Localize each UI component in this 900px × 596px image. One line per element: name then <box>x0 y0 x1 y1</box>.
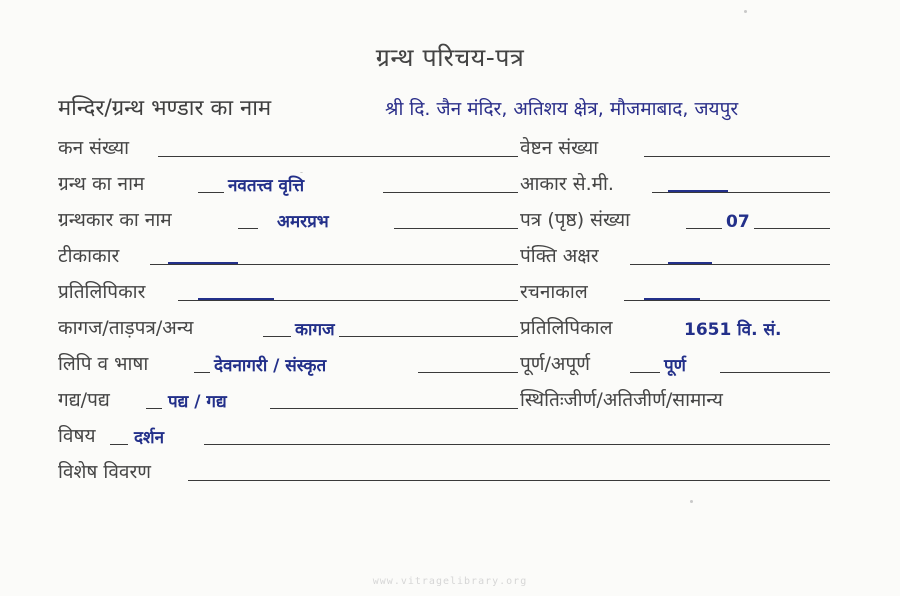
blank-dash <box>668 190 728 192</box>
fill-line <box>624 300 830 301</box>
fill-line <box>110 444 128 445</box>
fill-line <box>238 228 258 229</box>
temple-library-value: श्री दि. जैन मंदिर, अतिशय क्षेत्र, मौजमाबाद, जयपुर <box>385 98 739 120</box>
field-aakar <box>520 172 830 202</box>
field-label: विषय <box>58 422 98 448</box>
fill-line <box>644 156 830 157</box>
field-gadya-padya <box>58 388 518 418</box>
field-vishay <box>58 424 830 454</box>
field-label: आकार से.मी. <box>520 170 616 196</box>
field-label: पत्र (पृष्ठ) संख्या <box>520 206 632 232</box>
field-label: टीकाकार <box>58 242 121 268</box>
blank-dash <box>644 298 700 300</box>
field-label: कन संख्या <box>58 134 131 160</box>
fill-line <box>146 408 162 409</box>
field-value: 07 <box>722 212 754 232</box>
field-value: देवनागरी / संस्कृत <box>210 353 330 376</box>
field-label: पंक्ति अक्षर <box>520 242 601 268</box>
field-value: कागज <box>291 317 339 340</box>
field-pratilipikal <box>520 316 830 346</box>
field-label: विशेष विवरण <box>58 458 153 484</box>
field-value: दर्शन <box>130 425 168 448</box>
fill-line <box>418 372 518 373</box>
field-label: प्रतिलिपिकार <box>58 278 147 304</box>
paper-speck <box>744 10 747 13</box>
field-pankti-akshar <box>520 244 830 274</box>
field-value: नवतत्त्व वृत्ति <box>224 173 308 196</box>
field-label: ग्रन्थ का नाम <box>58 170 146 196</box>
fill-line <box>383 192 518 193</box>
paper-speck <box>690 500 693 503</box>
fill-line <box>150 264 518 265</box>
field-value: पद्य / गद्य <box>164 389 231 412</box>
blank-dash <box>668 262 712 264</box>
field-label: पूर्ण/अपूर्ण <box>520 350 592 376</box>
field-granthkar-naam <box>58 208 518 238</box>
blank-dash <box>168 262 238 264</box>
fill-line <box>686 228 830 229</box>
field-poorn-apoorn <box>520 352 830 382</box>
field-kan-sankhya <box>58 136 518 166</box>
fill-line <box>158 156 518 157</box>
field-label: ग्रन्थकार का नाम <box>58 206 174 232</box>
fill-line <box>270 408 518 409</box>
fill-line <box>178 300 518 301</box>
field-value: 1651 वि. सं. <box>680 317 785 340</box>
field-rachnakal <box>520 280 830 310</box>
temple-library-row <box>58 92 888 122</box>
field-pratilipikar <box>58 280 518 310</box>
fill-line <box>652 192 830 193</box>
field-label: रचनाकाल <box>520 278 590 304</box>
field-lipi-bhasha <box>58 352 518 382</box>
field-value: पूर्ण <box>660 353 690 376</box>
document-title: ग्रन्थ परिचय-पत्र <box>375 43 525 72</box>
field-sthiti <box>520 388 830 418</box>
field-kagaj <box>58 316 518 346</box>
blank-dash <box>198 298 274 300</box>
fill-line <box>188 480 830 481</box>
fill-line <box>394 228 518 229</box>
field-label: प्रतिलिपिकाल <box>520 314 614 340</box>
watermark: www.vitragelibrary.org <box>372 576 528 587</box>
field-veshtan-sankhya <box>520 136 830 166</box>
field-vishesh-vivaran <box>58 460 830 490</box>
fill-line <box>720 372 830 373</box>
fill-line <box>630 372 660 373</box>
field-label: गद्य/पद्य <box>58 386 112 412</box>
field-granth-naam <box>58 172 518 202</box>
field-value: अमरप्रभ <box>273 209 333 232</box>
fill-line <box>204 444 830 445</box>
field-label: कागज/ताड़पत्र/अन्य <box>58 314 195 340</box>
field-patra-sankhya <box>520 208 830 238</box>
field-label: स्थितिःजीर्ण/अतिजीर्ण/सामान्य <box>520 386 725 412</box>
field-label: वेष्टन संख्या <box>520 134 600 160</box>
field-teekakar <box>58 244 518 274</box>
temple-library-label: मन्दिर/ग्रन्थ भण्डार का नाम <box>58 96 272 121</box>
field-label: लिपि व भाषा <box>58 350 150 376</box>
fill-line <box>630 264 830 265</box>
